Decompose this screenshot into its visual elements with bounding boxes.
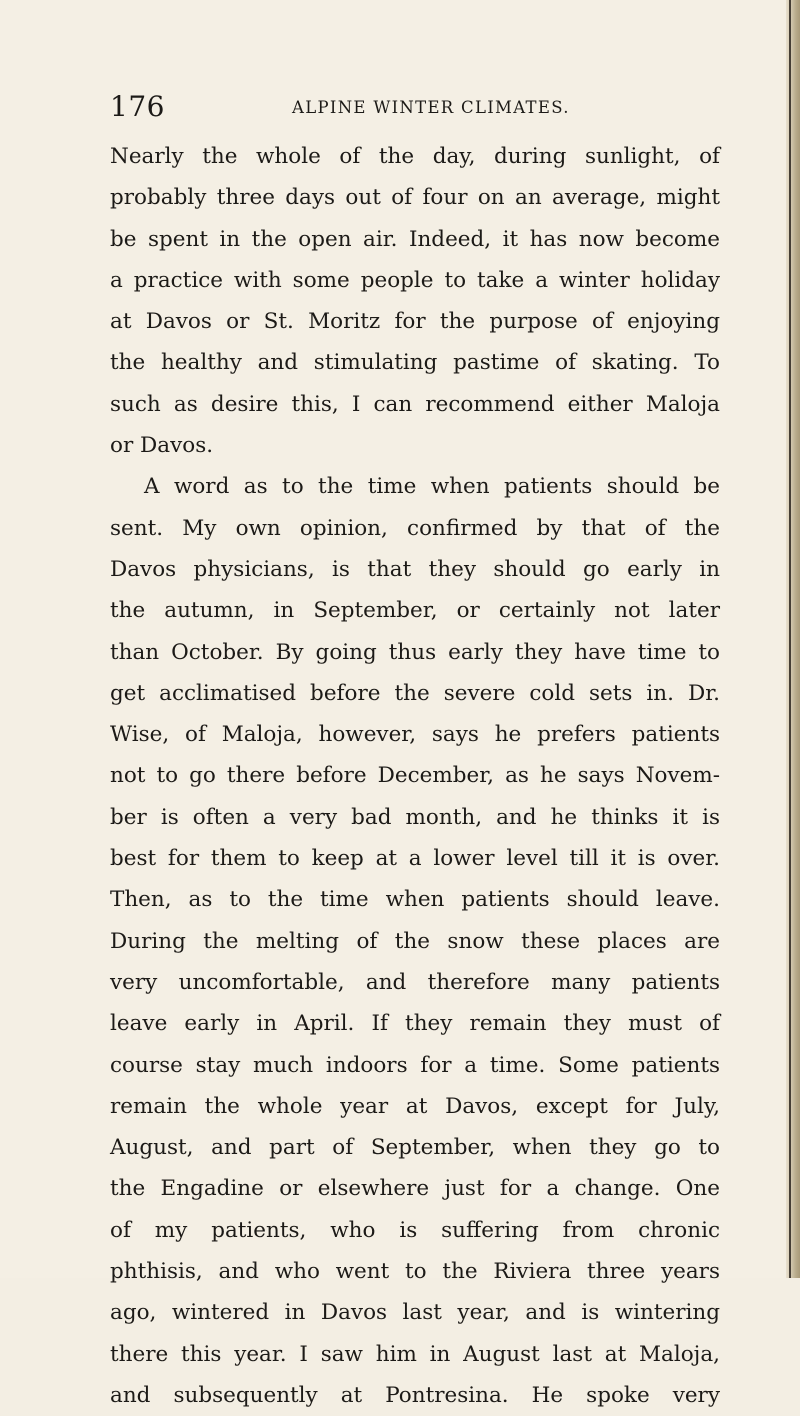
text-line: of my patients, who is suffering from chronic [110, 1217, 720, 1243]
text-line: not to go there before December, as he says Novem- [110, 763, 720, 789]
text-line: be spent in the open air. Indeed, it has now become [110, 226, 720, 252]
text-line: and subsequently at Pontresina. He spoke very [110, 1382, 720, 1408]
text-line: sent. My own opinion, confirmed by that of the [110, 515, 720, 541]
text-line: the autumn, in September, or certainly not later [110, 598, 720, 624]
body-text [110, 136, 720, 1416]
text-line: phthisis, and who went to the Riviera three years [110, 1259, 720, 1285]
text-line: remain the whole year at Davos, except for July, [110, 1093, 720, 1119]
running-head [110, 90, 590, 130]
paragraph-2 [110, 466, 720, 1416]
text-line: Then, as to the time when patients should leave. [110, 887, 720, 913]
text-line: ber is often a very bad month, and he thinks it is [110, 804, 720, 830]
text-line: very uncomfortable, and therefore many patients [110, 969, 720, 995]
text-line: at Davos or St. Moritz for the purpose of enjoying [110, 309, 720, 335]
text-line: Wise, of Maloja, however, says he prefers patients [110, 722, 720, 748]
text-line: best for them to keep at a lower level till it is over. [110, 846, 720, 872]
text-line: August, and part of September, when they go to [110, 1135, 720, 1161]
running-title: ALPINE WINTER CLIMATES. [292, 98, 570, 117]
text-line: the healthy and stimulating pastime of skating. To [110, 350, 720, 376]
text-line: Davos physicians, is that they should go early in [110, 556, 720, 582]
text-line: get acclimatised before the severe cold sets in. Dr. [110, 680, 720, 706]
text-line: a practice with some people to take a winter holiday [110, 267, 720, 293]
text-line: A word as to the time when patients should be [144, 474, 720, 500]
text-line: probably three days out of four on an average, might [110, 185, 720, 211]
text-line: than October. By going thus early they have time to [110, 639, 720, 665]
text-line: such as desire this, I can recommend either Maloja [110, 391, 720, 417]
text-line: ago, wintered in Davos last year, and is wintering [110, 1300, 720, 1326]
text-line: the Engadine or elsewhere just for a change. One [110, 1176, 720, 1202]
text-line: Nearly the whole of the day, during sunlight, of [110, 144, 720, 169]
paragraph-1 [110, 136, 720, 466]
text-line: there this year. I saw him in August last at Maloja, [110, 1341, 720, 1367]
text-line: During the melting of the snow these places are [110, 928, 720, 954]
text-line: course stay much indoors for a time. Some patients [110, 1052, 720, 1078]
text-line: leave early in April. If they remain they must of [110, 1011, 720, 1037]
page-number: 176 [110, 90, 165, 123]
text-line: or Davos. [110, 433, 214, 459]
page-edge-line [789, 0, 791, 1278]
